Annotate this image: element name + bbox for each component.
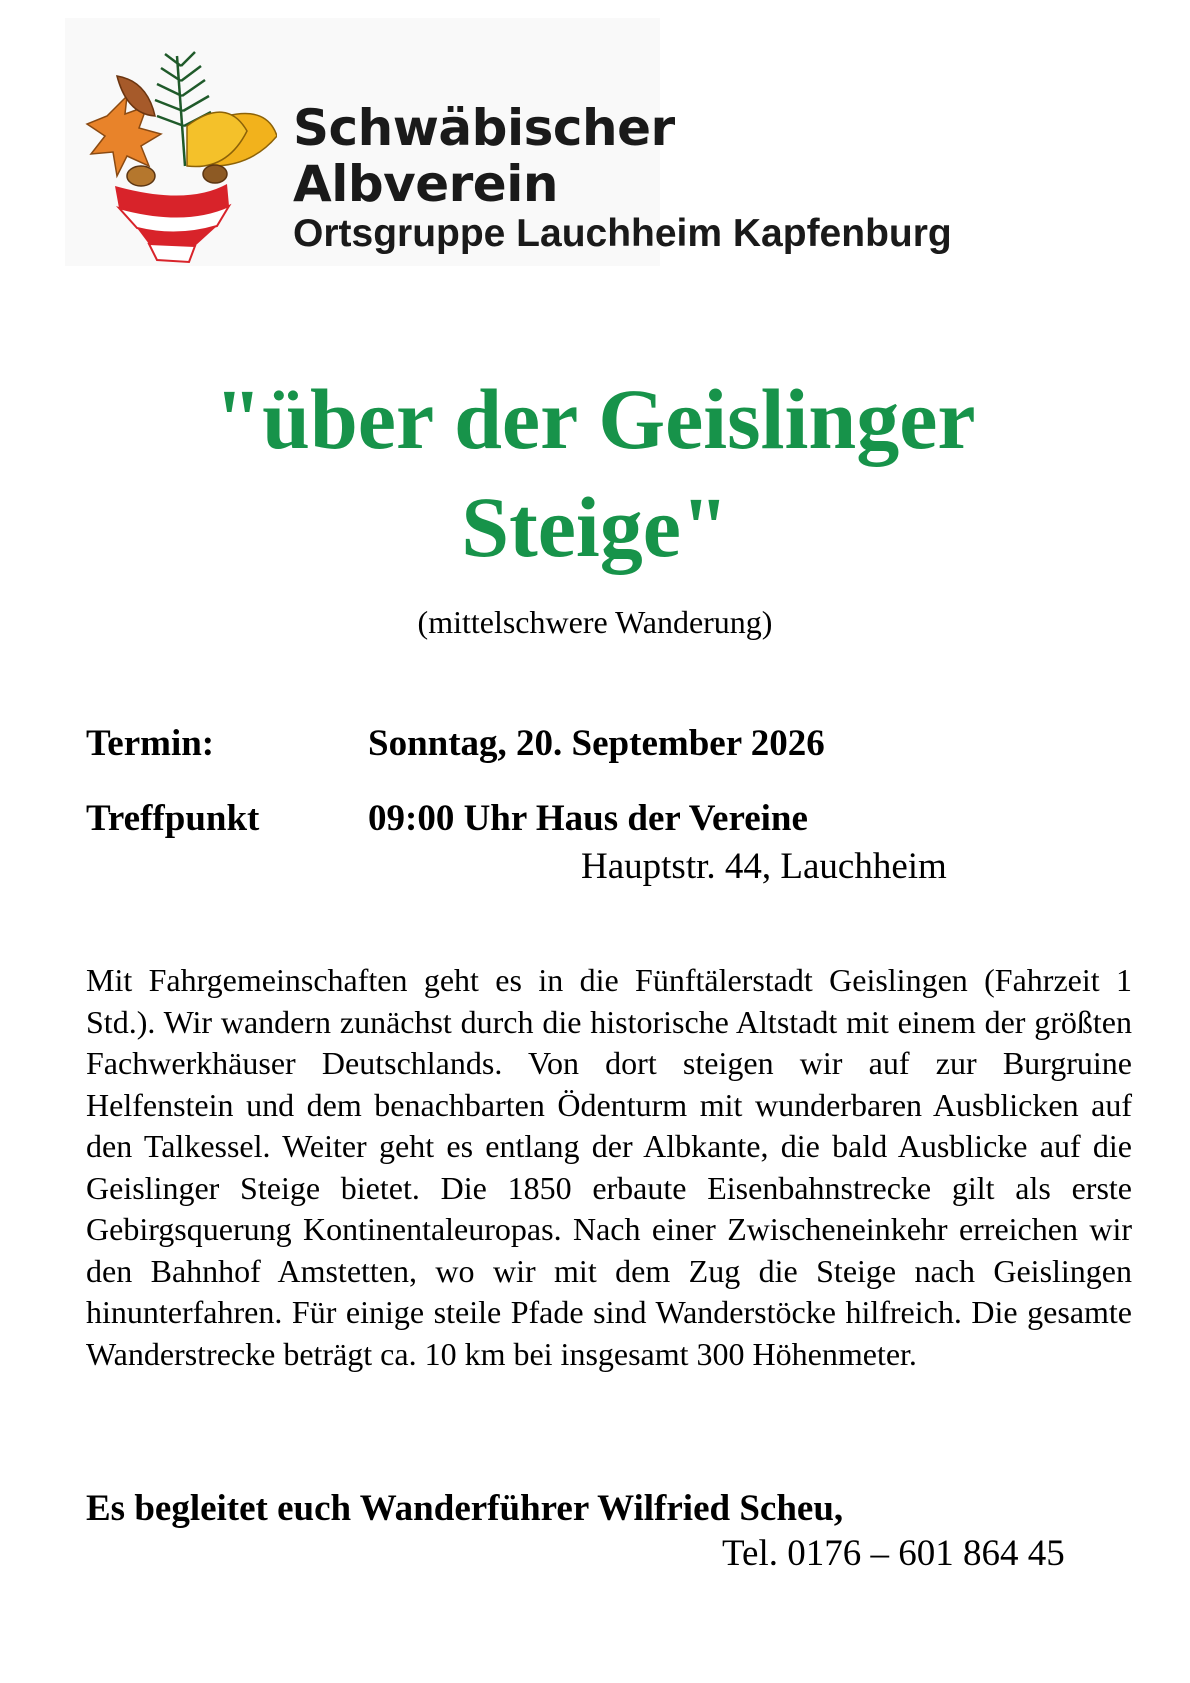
- title-line-2: Steige": [461, 479, 729, 575]
- treffpunkt-label: Treffpunkt: [86, 798, 260, 839]
- description-paragraph: Mit Fahrgemeinschaften geht es in die Fünftälerstadt Geislingen (Fahrzeit 1 Std.). Wir wandern zunächst durch die historische Altstadt mit einem der größten Fachwerkhäuser Deutschlands. Von dort steigen wir auf zur Burgruine Helfenstein und dem benachbarten Ödenturm mit wunderbaren Ausblicken auf den Talkessel. Weiter geht es entlang der Albkante, die bald Ausblicke auf die Geislinger Steige bietet. Die 1850 erbaute Eisenbahnstrecke gilt als erste Gebirgsquerung Kontinentaleuropas. Nach einer Zwischeneinkehr erreichen wir den Bahnhof Amstetten, wo wir mit dem Zug die Steige nach Geislingen hinunterfahren. Für einige steile Pfade sind Wanderstöcke hilfreich. Die gesamte Wanderstrecke beträgt ca. 10 km bei insgesamt 300 Höhenmeter.: [86, 962, 1132, 1372]
- title-line-1: "über der Geislinger: [214, 371, 976, 467]
- difficulty-subtitle: (mittelschwere Wanderung): [417, 604, 773, 640]
- page-title: [0, 365, 1190, 581]
- termin-value: Sonntag, 20. September 2026: [368, 723, 825, 764]
- meeting-address: Hauptstr. 44, Lauchheim: [581, 846, 947, 887]
- org-subtitle: Ortsgruppe Lauchheim Kapfenburg: [293, 212, 952, 255]
- org-name-line-2: Albverein: [293, 155, 558, 213]
- leaf-bouquet-logo-icon: [77, 36, 277, 266]
- treffpunkt-value: 09:00 Uhr Haus der Vereine: [368, 798, 808, 839]
- guide-line: Es begleitet euch Wanderführer Wilfried Scheu,: [86, 1488, 844, 1529]
- org-name: [293, 100, 675, 212]
- org-name-line-1: Schwäbischer: [293, 99, 675, 157]
- guide-phone: Tel. 0176 – 601 864 45: [722, 1533, 1065, 1574]
- termin-label: Termin:: [86, 723, 215, 764]
